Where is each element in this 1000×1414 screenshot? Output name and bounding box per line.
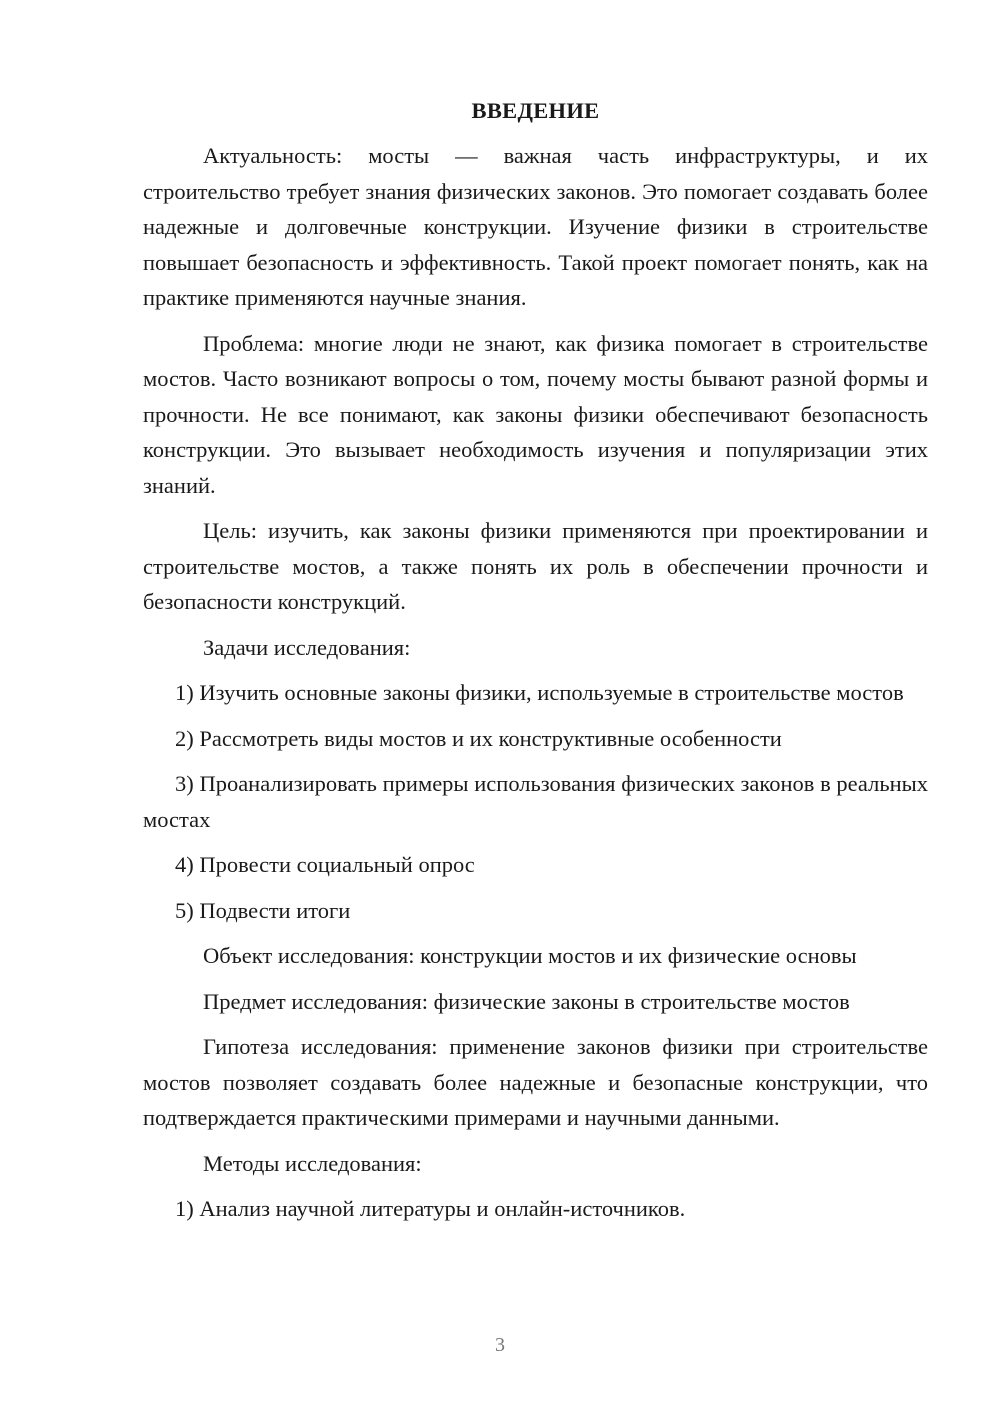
page-number: 3 <box>495 1334 505 1356</box>
task-item-3: 3) Проанализировать примеры использования физических законов в реальных мостах <box>143 771 928 832</box>
paragraph-object: Объект исследования: конструкции мостов и их физические основы <box>203 943 857 968</box>
paragraph-subject: Предмет исследования: физические законы в строительстве мостов <box>203 988 850 1014</box>
methods-title: Методы исследования: <box>203 1150 422 1176</box>
paragraph-problem: Проблема: многие люди не знают, как физика помогает в строительстве мостов. Часто возникают вопросы о том, почему мосты бывают разной формы и прочности. Не все понимают, как законы физики обеспечивают безопасность конструкции. Это вызывает необходимость изучения и популяризации этих знаний. <box>143 330 928 498</box>
task-item-1: 1) Изучить основные законы физики, используемые в строительстве мостов <box>175 680 904 705</box>
paragraph-hypothesis: Гипотеза исследования: применение законов физики при строительстве мостов позволяет создавать более надежные и безопасные конструкции, что подтверждается практическими примерами и научными данными. <box>143 1034 928 1130</box>
task-item-5: 5) Подвести итоги <box>175 897 351 923</box>
task-item-2: 2) Рассмотреть виды мостов и их конструктивные особенности <box>175 725 782 751</box>
tasks-title: Задачи исследования: <box>203 634 411 660</box>
method-item-1: 1) Анализ научной литературы и онлайн-источников. <box>175 1196 686 1221</box>
document-page <box>143 96 928 1237</box>
paragraph-goal: Цель: изучить, как законы физики применяются при проектировании и строительстве мостов, а также понять их роль в обеспечении прочности и безопасности конструкций. <box>143 518 928 614</box>
paragraph-relevance: Актуальность: мосты — важная часть инфраструктуры, и их строительство требует знания физических законов. Это помогает создавать более надежные и долговечные конструкции. Изучение физики в строительстве повышает безопасность и эффективность. Такой проект помогает понять, как на практике применяются научные знания. <box>143 143 928 310</box>
task-item-4: 4) Провести социальный опрос <box>175 852 475 877</box>
section-heading: ВВЕДЕНИЕ <box>471 98 600 123</box>
